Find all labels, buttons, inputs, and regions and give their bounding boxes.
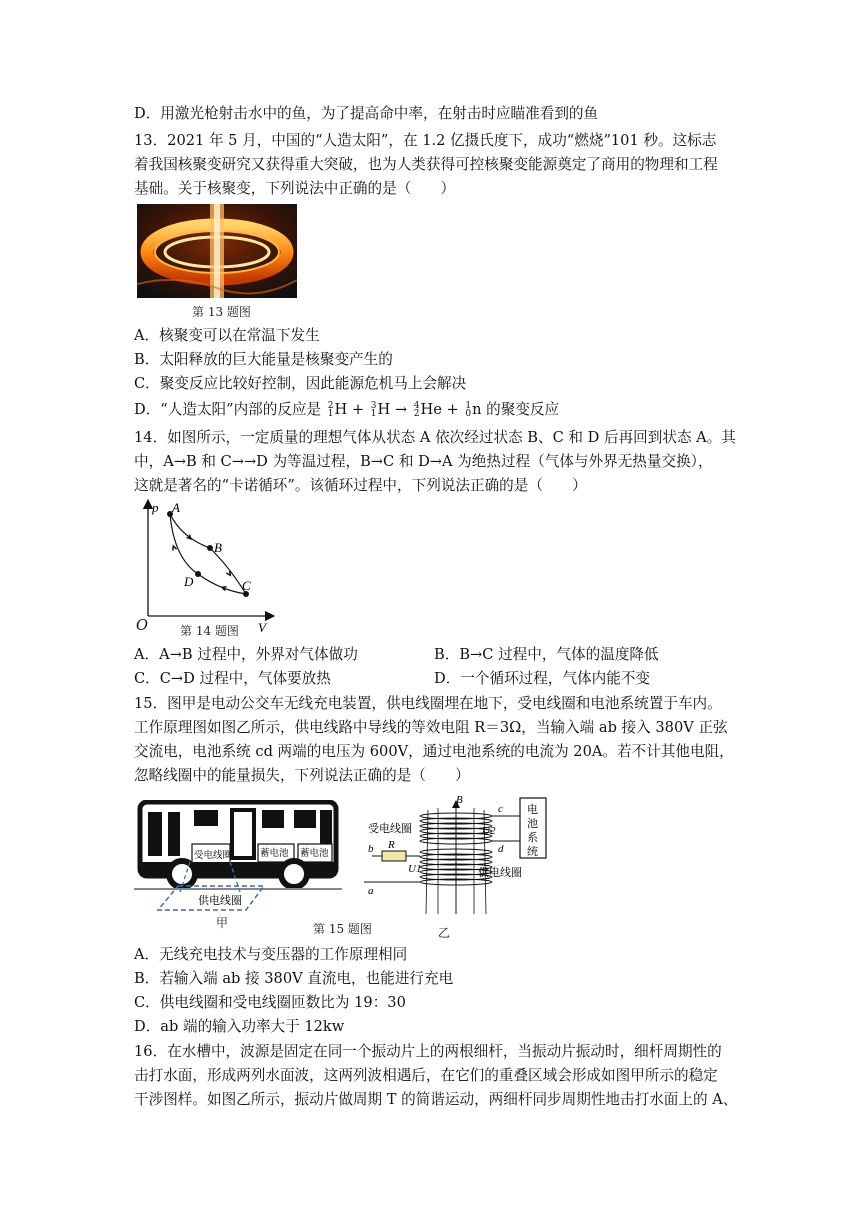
label-a-terminal: a bbox=[368, 885, 374, 897]
q13-option-d-suffix: 的聚变反应 bbox=[486, 401, 560, 418]
label-b: B bbox=[214, 540, 222, 555]
q13-stem-1: 13．2021 年 5 月，中国的“人造太阳”，在 1.2 亿摄氏度下，成功“燃烧”101 秒。这标志 bbox=[134, 132, 717, 149]
supply-coil-label: 供电线圈 bbox=[478, 866, 522, 879]
label-b-field: B bbox=[456, 794, 463, 806]
label-jia: 甲 bbox=[216, 916, 229, 930]
fig15-caption: 第 15 题图 bbox=[313, 922, 372, 936]
bus-battery-label-1: 蓄电池 bbox=[260, 848, 289, 859]
q15-stem-1: 15．图甲是电动公交车无线充电装置，供电线圈埋在地下，受电线圈和电池系统置于车内。 bbox=[134, 695, 722, 712]
label-b-terminal: b bbox=[368, 843, 374, 855]
q15-option-b: B．若输入端 ab 接 380V 直流电，也能进行充电 bbox=[134, 970, 454, 987]
q14-option-a: A．A→B 过程中，外界对气体做功 bbox=[134, 646, 358, 663]
q14-option-d: D．一个循环过程，气体内能不变 bbox=[434, 670, 651, 687]
q15-stem-2: 工作原理图如图乙所示，供电线路中导线的等效电阻 R＝3Ω，当输入端 ab 接入 380V 正弦 bbox=[134, 719, 728, 736]
label-v: V bbox=[258, 620, 266, 635]
q15-option-d: D．ab 端的输入功率大于 12kw bbox=[134, 1018, 345, 1035]
q15-option-c: C．供电线圈和受电线圈匝数比为 19：30 bbox=[134, 994, 406, 1011]
q13-stem-2: 着我国核聚变研究又获得重大突破，也为人类获得可控核聚变能源奠定了商用的物理和工程 bbox=[134, 156, 718, 173]
q16-stem-1: 16．在水槽中，波源是固定在同一个振动片上的两根细杆，当振动片振动时，细杆周期性的 bbox=[134, 1043, 722, 1060]
label-c-terminal: c bbox=[498, 803, 503, 815]
fusion-equation: 2 1 H + 3 1 H → 4 2 He + 1 0 n bbox=[327, 401, 482, 419]
label-r: R bbox=[388, 839, 395, 851]
q14-stem-3: 这就是著名的“卡诺循环”。该循环过程中，下列说法正确的是（ ） bbox=[134, 477, 587, 494]
label-d-terminal: d bbox=[498, 843, 504, 855]
pv-diagram bbox=[130, 498, 275, 638]
q12-option-d: D．用激光枪射击水中的鱼，为了提高命中率，在射击时应瞄准看到的鱼 bbox=[134, 105, 599, 122]
curve-c-d-a bbox=[170, 514, 246, 594]
fig13-caption: 第 13 题图 bbox=[192, 305, 251, 319]
label-p: p bbox=[152, 500, 159, 515]
recv-coil-label: 受电线圈 bbox=[368, 822, 412, 835]
label-yi: 乙 bbox=[438, 926, 451, 940]
label-u2: U2 bbox=[482, 825, 496, 837]
label-d: D bbox=[184, 574, 194, 589]
transformer-schematic bbox=[364, 794, 554, 922]
q13-option-b: B．太阳释放的巨大能量是核聚变产生的 bbox=[134, 351, 393, 368]
battery-label-3: 系 bbox=[527, 831, 538, 844]
q14-option-c: C．C→D 过程中，气体要放热 bbox=[134, 670, 331, 687]
q13-stem-3: 基础。关于核聚变，下列说法中正确的是（ ） bbox=[134, 180, 456, 197]
label-origin: O bbox=[136, 617, 148, 634]
fig14-caption: 第 14 题图 bbox=[180, 624, 239, 638]
battery-label-2: 池 bbox=[527, 817, 538, 830]
battery-label-1: 电 bbox=[527, 803, 538, 816]
bus-supply-label: 供电线圈 bbox=[198, 894, 242, 907]
q13-option-d bbox=[134, 400, 559, 420]
q13-option-c: C．聚变反应比较好控制，因此能源危机马上会解决 bbox=[134, 375, 467, 392]
bus-battery-label-2: 蓄电池 bbox=[300, 848, 329, 859]
q16-stem-3: 干涉图样。如图乙所示，振动片做周期 T 的简谐运动，两细杆同步周期性地击打水面上的 A、 bbox=[134, 1091, 738, 1108]
q14-stem-2: 中，A→B 和 C→→D 为等温过程，B→C 和 D→A 为绝热过程（气体与外界无热量交换）， bbox=[134, 453, 713, 470]
q13-option-d-prefix: D．“人造太阳”内部的反应是 bbox=[134, 401, 322, 418]
curve-a-b-c bbox=[170, 514, 246, 594]
q15-option-a: A．无线充电技术与变压器的工作原理相同 bbox=[134, 946, 408, 963]
q15-stem-4: 忽略线圈中的能量损失，下列说法正确的是（ ） bbox=[134, 767, 470, 784]
q14-option-b: B．B→C 过程中，气体的温度降低 bbox=[434, 646, 659, 663]
q14-stem-1: 14．如图所示，一定质量的理想气体从状态 A 依次经过状态 B、C 和 D 后再回到状态 A。其 bbox=[134, 429, 736, 446]
label-u1: U1 bbox=[408, 863, 422, 875]
fusion-ring-photo bbox=[137, 204, 297, 298]
battery-label-4: 统 bbox=[527, 845, 538, 858]
bus-recv-label: 受电线圈 bbox=[194, 850, 233, 861]
q16-stem-2: 击打水面，形成两列水面波，这两列波相遇后，在它们的重叠区域会形成如图甲所示的稳定 bbox=[134, 1067, 718, 1084]
q15-stem-3: 交流电，电池系统 cd 两端的电压为 600V，通过电池系统的电流为 20A。若不计其他电阻， bbox=[134, 743, 734, 760]
label-c: C bbox=[242, 578, 251, 593]
bus-figure bbox=[134, 800, 342, 912]
q13-option-a: A．核聚变可以在常温下发生 bbox=[134, 327, 320, 344]
label-a: A bbox=[172, 500, 180, 515]
